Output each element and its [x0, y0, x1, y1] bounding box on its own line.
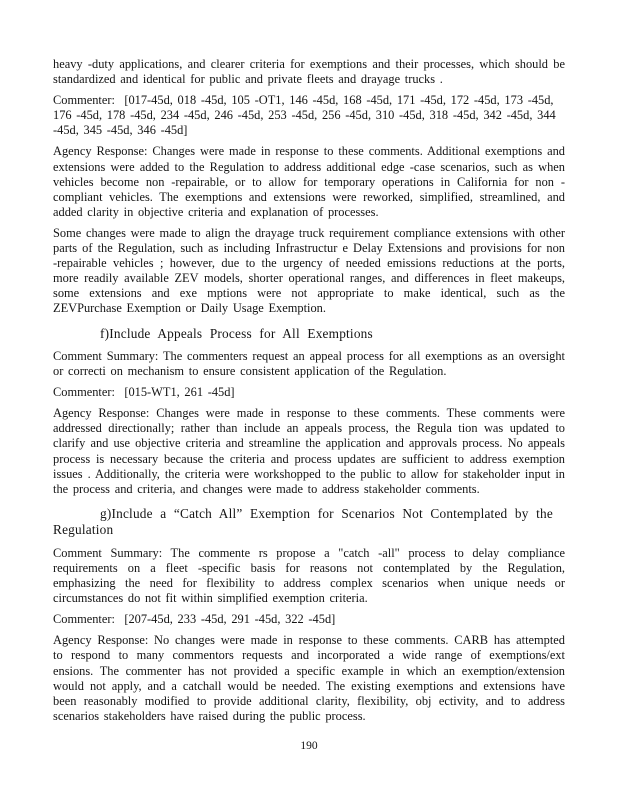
agency-response-paragraph: Agency Response: Changes were made in response to these comments. Additional exemptions and extensions were added to the Regulation to address additional edge -case scenarios, such as when vehicles become non -repairable, or to allow for temporary operations in California for non -compliant vehicles. The exemptions and extensions were reworked, simplified, streamlined, and added clarity in objective criteria and explanation of processes. [53, 144, 565, 219]
commenter-list: Commenter: [017-45d, 018 -45d, 105 -OT1, 146 -45d, 168 -45d, 171 -45d, 172 -45d, 173 -45d, 176 -45d, 178 -45d, 234 -45d, 246 -45d, 253 -45d, 256 -45d, 310 -45d, 318 -45d, 342 -45d, 344 -45d, 345 -45d, 346 -45d] [53, 93, 556, 138]
agency-response-paragraph: Agency Response: No changes were made in response to these comments. CARB has attempted to respond to many commentors requests and incorporated a wide range of exemptions/ext ensions. The commenter has not provided a specific example in which an exemption/extension would not apply, and a catchall would be needed. The existing exemptions and extensions have been reasonably modified to provide additional clarity, flexibility, obj ectivity, and to address scenarios stakeholders have raised during the public process. [53, 633, 565, 723]
section-heading-g: g)Include a “Catch All” Exemption for Scenarios Not Contemplated by the Regulation [53, 505, 553, 538]
page-text-body [53, 57, 565, 730]
comment-summary-paragraph: Comment Summary: The commenters request an appeal process for all exemptions as an oversight or correcti on mechanism to ensure consistent application of the Regulation. [53, 349, 565, 379]
page-number: 190 [300, 740, 318, 752]
commenter-list: Commenter: [207-45d, 233 -45d, 291 -45d, 322 -45d] [53, 612, 336, 627]
commenter-list: Commenter: [015-WT1, 261 -45d] [53, 385, 235, 400]
comment-summary-paragraph: Comment Summary: The commente rs propose a "catch -all" process to delay compliance requirements on a fleet -specific basis for reasons not contemplated by the Regulation, emphasizing the need for flexibility to address complex scenarios when unique needs or circumstances do not fit within simplified exemption criteria. [53, 545, 565, 606]
agency-response-paragraph-2: Some changes were made to align the drayage truck requirement compliance extensions with other parts of the Regulation, such as including Infrastructur e Delay Extensions and provisions for non -repairable vehicles ; however, due to the urgency of needed emissions reductions at the ports, more readily available ZEV models, shorter operational ranges, and differences in fleet makeups, some extensions and exe mptions were not appropriate to make identical, such as the ZEVPurchase Exemption or Daily Usage Exemption. [53, 225, 565, 316]
paragraph-continuation: heavy -duty applications, and clearer criteria for exemptions and their processes, which should be standardized and identical for public and private fleets and drayage trucks . [53, 57, 565, 87]
section-heading-f: f)Include Appeals Process for All Exemptions [100, 325, 373, 341]
agency-response-paragraph: Agency Response: Changes were made in response to these comments. These comments were addressed directionally; rather than include an appeals process, the Regula tion was updated to clarify and use objective criteria and streamline the application and approvals process. No appeals process is necessary because the criteria and process updates are sufficient to address exemption issues . Additionally, the criteria were workshopped to the public to allow for stakeholder input in the process and criteria, and changes were made to address stakeholder comments. [53, 406, 565, 496]
